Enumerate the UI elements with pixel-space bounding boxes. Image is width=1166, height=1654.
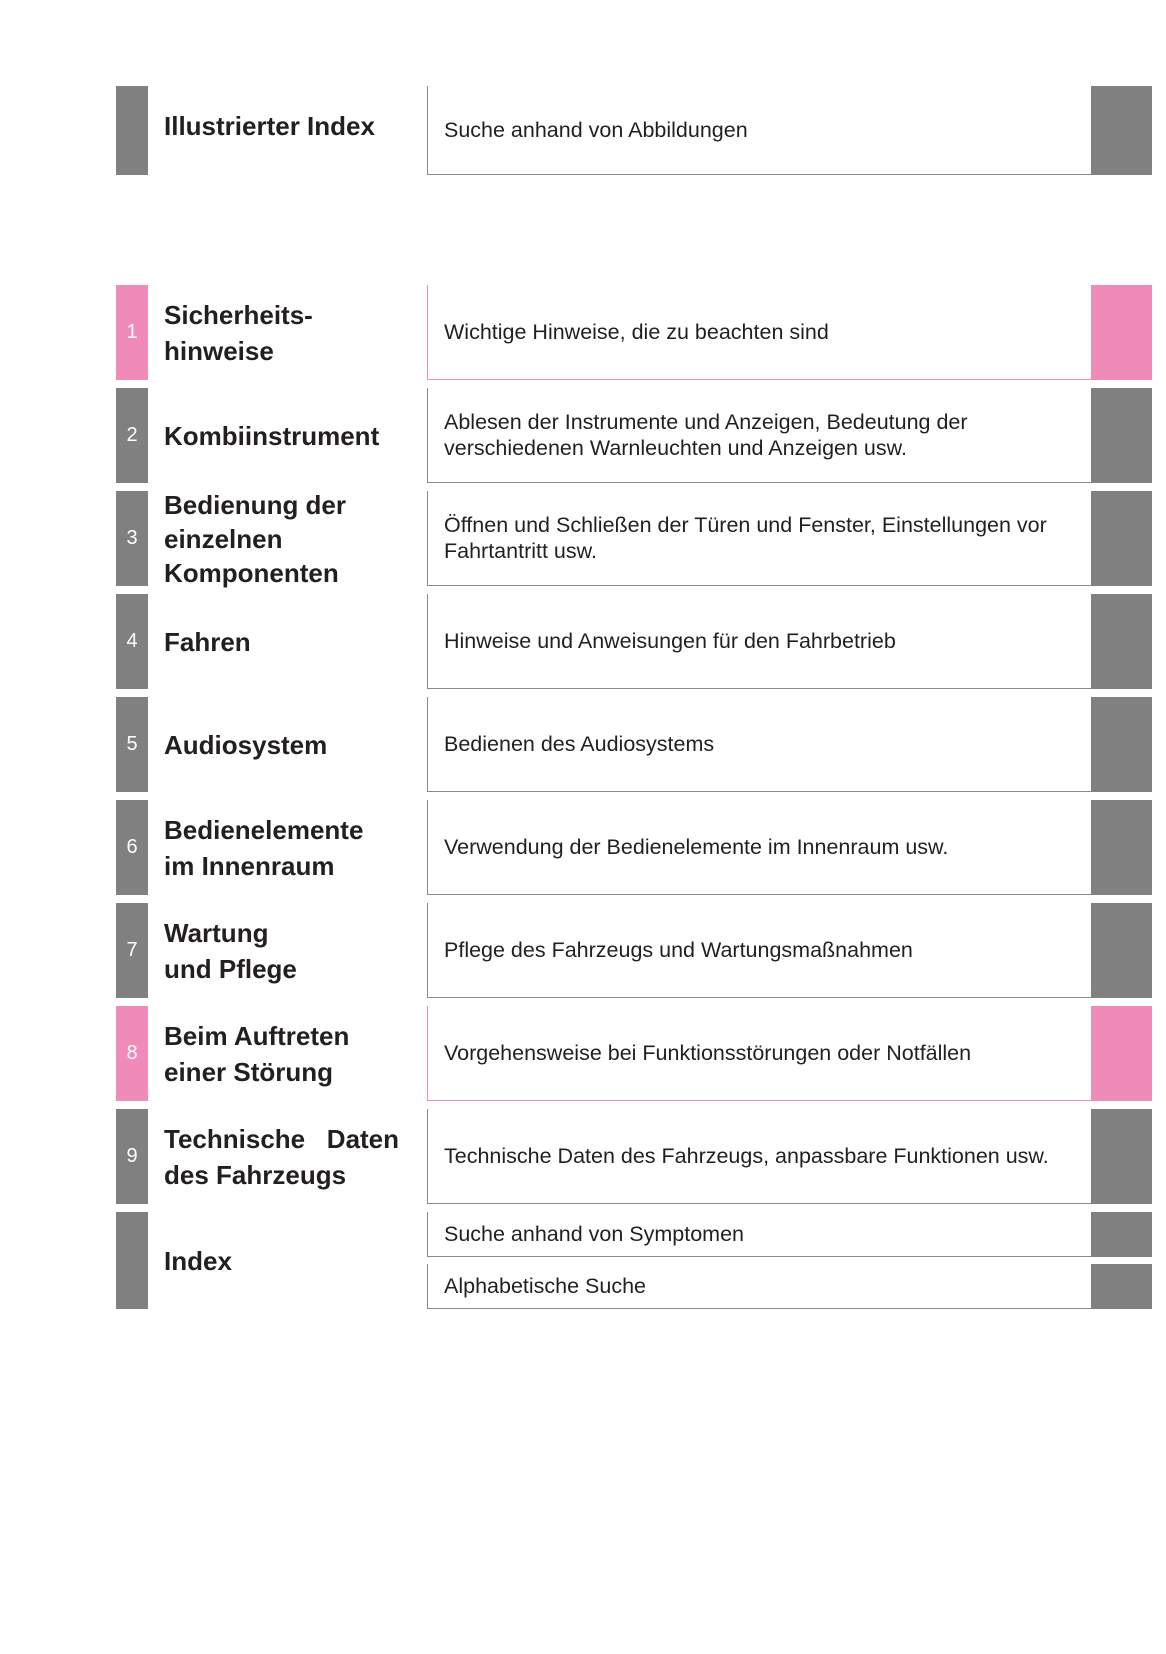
index-item-alphabetical[interactable]: Alphabetische Suche [427, 1264, 1091, 1309]
chapter-description: Öffnen und Schließen der Türen und Fenster, Einstellungen vor Fahrtantritt usw. [427, 491, 1091, 586]
chapter-description: Ablesen der Instrumente und Anzeigen, Bedeutung der verschiedenen Warnleuchten und Anzeigen usw. [427, 388, 1091, 483]
chapter-title: Audiosystem [164, 729, 328, 760]
chapter-tab-right [1091, 1006, 1152, 1101]
chapter-row-2[interactable] [116, 388, 1152, 483]
chapter-title: Technische Daten des Fahrzeugs [164, 1123, 400, 1190]
chapter-row-3[interactable] [116, 491, 1152, 586]
chapter-tab-right [1091, 594, 1152, 689]
section-description: Suche anhand von Abbildungen [427, 86, 1091, 175]
section-tab-right [1091, 86, 1152, 175]
chapter-number: 9 [116, 1109, 148, 1204]
chapter-number: 2 [116, 388, 148, 483]
chapter-number: 1 [116, 285, 148, 380]
chapter-description: Technische Daten des Fahrzeugs, anpassbare Funktionen usw. [427, 1109, 1091, 1204]
chapter-tab-right [1091, 285, 1152, 380]
chapter-title: Bedienelemente im Innenraum [164, 814, 364, 881]
chapter-description: Verwendung der Bedienelemente im Innenraum usw. [427, 800, 1091, 895]
chapter-tab-right [1091, 491, 1152, 586]
chapter-number: 6 [116, 800, 148, 895]
index-row[interactable] [116, 1212, 1152, 1309]
illustrated-index-row[interactable] [116, 86, 1152, 175]
chapter-title: Wartung und Pflege [164, 917, 297, 984]
chapter-row-8[interactable] [116, 1006, 1152, 1101]
chapter-description: Vorgehensweise bei Funktionsstörungen oder Notfällen [427, 1006, 1091, 1101]
chapter-number: 4 [116, 594, 148, 689]
chapter-number: 7 [116, 903, 148, 998]
chapter-tab-right [1091, 903, 1152, 998]
index-tab-left [116, 1212, 148, 1309]
chapter-tab-right [1091, 800, 1152, 895]
chapter-tab-right [1091, 697, 1152, 792]
chapter-title: Kombiinstrument [164, 420, 380, 451]
section-title: Illustrierter Index [164, 111, 375, 141]
chapter-description: Hinweise und Anweisungen für den Fahrbetrieb [427, 594, 1091, 689]
chapter-row-6[interactable] [116, 800, 1152, 895]
chapter-row-1[interactable] [116, 285, 1152, 380]
chapter-description: Pflege des Fahrzeugs und Wartungsmaßnahmen [427, 903, 1091, 998]
chapter-row-7[interactable] [116, 903, 1152, 998]
chapter-description: Wichtige Hinweise, die zu beachten sind [427, 285, 1091, 380]
chapter-title: Sicherheits- hinweise [164, 299, 313, 366]
index-title: Index [164, 1245, 232, 1276]
index-tab-right-2 [1091, 1264, 1152, 1309]
chapter-description: Bedienen des Audiosystems [427, 697, 1091, 792]
chapter-row-4[interactable] [116, 594, 1152, 689]
chapter-row-5[interactable] [116, 697, 1152, 792]
chapter-row-9[interactable] [116, 1109, 1152, 1204]
section-tab-left [116, 86, 148, 175]
chapter-title: Bedienung der einzelnen Komponenten [164, 489, 347, 588]
chapter-number: 5 [116, 697, 148, 792]
index-tab-right-1 [1091, 1212, 1152, 1257]
chapter-title: Fahren [164, 626, 251, 657]
index-item-symptoms[interactable]: Suche anhand von Symptomen [427, 1212, 1091, 1257]
chapter-number: 3 [116, 491, 148, 586]
chapter-tab-right [1091, 1109, 1152, 1204]
chapter-title: Beim Auftreten einer Störung [164, 1020, 350, 1087]
chapter-tab-right [1091, 388, 1152, 483]
chapter-number: 8 [116, 1006, 148, 1101]
